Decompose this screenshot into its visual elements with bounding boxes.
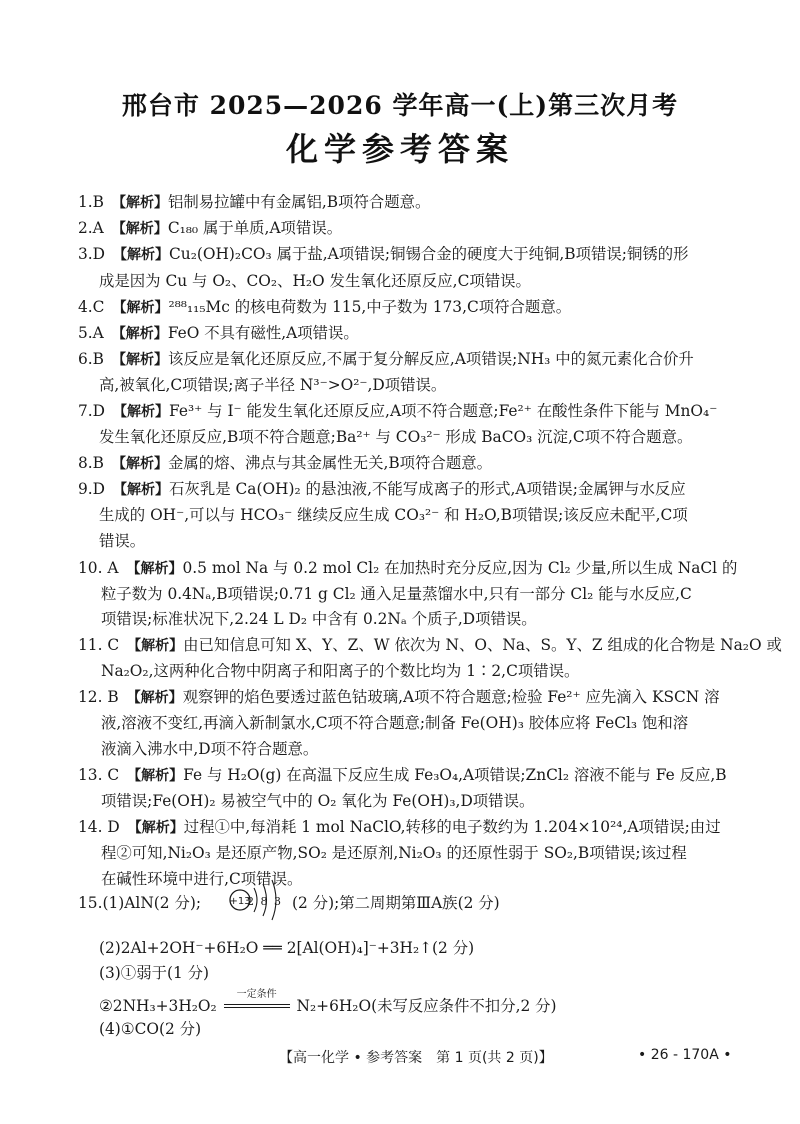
answer-line — [99, 375, 446, 395]
question-number: 2.A — [78, 219, 104, 237]
answer-text: Fe³⁺ 与 I⁻ 能发生氧化还原反应,A项不符合题意;Fe²⁺ 在酸性条件下能与 MnO₄⁻ — [169, 402, 718, 420]
analysis-tag: 【解析】 — [126, 690, 183, 706]
answer-text: 金属的熔、沸点与其金属性无关,B项符合题意。 — [168, 454, 493, 472]
answer-text: 观察钾的焰色要透过蓝色钴玻璃,A项不符合题意;检验 Fe²⁺ 应先滴入 KSCN 溶 — [182, 688, 720, 706]
question-number: 3.D — [78, 245, 106, 263]
answer-text: 粒子数为 0.4Nₐ,B项错误;0.71 g Cl₂ 通入足量蒸馏水中,只有一部分 Cl₂ 能与水反应,C — [101, 585, 692, 603]
question-number: 6.B — [78, 350, 104, 368]
question-number: 13. C — [78, 766, 120, 784]
answer-line — [78, 817, 721, 837]
analysis-tag: 【解析】 — [112, 300, 169, 316]
question-number: 9.D — [78, 480, 106, 498]
reaction-arrow — [222, 989, 292, 1016]
answer-line — [78, 192, 430, 212]
question-number: 8.B — [78, 454, 104, 472]
page-code: • 26 - 170A • — [638, 1047, 732, 1063]
answer-text: 成是因为 Cu 与 O₂、CO₂、H₂O 发生氧化还原反应,C项错误。 — [99, 272, 531, 290]
page-subtitle: 化学参考答案 — [285, 130, 514, 168]
analysis-tag: 【解析】 — [112, 352, 168, 368]
reaction-condition: 一定条件 — [236, 989, 277, 1000]
analysis-tag: 【解析】 — [127, 820, 184, 836]
answer-line — [78, 244, 689, 264]
q15-line-2: (2)2Al+2OH⁻+6H₂O ══ 2[Al(OH)₄]⁻+3H₂↑(2 分) — [99, 939, 475, 957]
analysis-tag: 【解析】 — [113, 247, 170, 263]
analysis-tag: 【解析】 — [127, 638, 184, 654]
analysis-tag: 【解析】 — [111, 221, 168, 237]
answer-text: 在碱性环境中进行,C项错误。 — [101, 870, 303, 888]
q15-line-1b: (2 分);第二周期第ⅢA族(2 分) — [292, 894, 500, 912]
answer-line — [78, 558, 737, 578]
question-number: 5.A — [78, 324, 104, 342]
analysis-tag: 【解析】 — [112, 456, 168, 472]
q15-equation-left: ②2NH₃+3H₂O₂ — [99, 997, 217, 1015]
analysis-tag: 【解析】 — [112, 195, 168, 211]
question-number: 11. C — [78, 636, 120, 654]
answer-text: 液滴入沸水中,D项不符合题意。 — [101, 740, 319, 758]
q15-line-1 — [78, 893, 201, 913]
answer-text: 错误。 — [99, 532, 146, 550]
question-number: 7.D — [78, 402, 106, 420]
answer-line — [101, 791, 534, 811]
q15-line-3: (3)①弱于(1 分) — [99, 964, 210, 982]
answer-line — [101, 739, 318, 759]
answer-text: FeO 不具有磁性,A项错误。 — [167, 324, 359, 342]
answer-text: 程②可知,Ni₂O₃ 是还原产物,SO₂ 是还原剂,Ni₂O₃ 的还原性弱于 SO₂,B项错误;该过程 — [101, 844, 687, 862]
question-number: 14. D — [78, 818, 120, 836]
answer-line — [99, 427, 692, 447]
analysis-tag: 【解析】 — [113, 482, 170, 498]
answer-line — [101, 609, 537, 629]
answer-text: Na₂O₂,这两种化合物中阴离子和阳离子的个数比均为 1∶2,C项错误。 — [101, 662, 580, 680]
q15-line-5: (4)①CO(2 分) — [99, 1020, 202, 1038]
answer-text: Fe 与 H₂O(g) 在高温下反应生成 Fe₃O₄,A项错误;ZnCl₂ 溶液不能与 Fe 反应,B — [183, 766, 727, 784]
answer-text: 高,被氧化,C项错误;离子半径 N³⁻>O²⁻,D项错误。 — [99, 376, 447, 394]
question-number: 12. B — [78, 688, 119, 706]
analysis-tag: 【解析】 — [113, 404, 170, 420]
question-number: 1.B — [78, 193, 104, 211]
answer-line — [78, 479, 686, 499]
answer-text: 0.5 mol Na 与 0.2 mol Cl₂ 在加热时充分反应,因为 Cl₂ 少量,所以生成 NaCl 的 — [182, 559, 738, 577]
answer-text: 过程①中,每消耗 1 mol NaClO,转移的电子数约为 1.204×10²⁴,A项错误;由过 — [183, 818, 721, 836]
atom-structure-diagram — [229, 876, 289, 922]
answer-line — [78, 349, 694, 369]
question-number: 4.C — [78, 298, 105, 316]
answer-text: ²⁸⁸₁₁₅Mc 的核电荷数为 115,中子数为 173,C项符合题意。 — [168, 298, 572, 316]
answer-text: 项错误;标准状况下,2.24 L D₂ 中含有 0.2Nₐ 个质子,D项错误。 — [101, 610, 537, 628]
answer-text: 发生氧化还原反应,B项不符合题意;Ba²⁺ 与 CO₃²⁻ 形成 BaCO₃ 沉淀,C项不符合题意。 — [99, 428, 693, 446]
analysis-tag: 【解析】 — [126, 561, 183, 577]
page-title: 邢台市 2025—2026 学年高一(上)第三次月考 — [121, 91, 679, 120]
atom-electron-shells: 2 8 3 — [247, 895, 281, 908]
answer-text: 项错误;Fe(OH)₂ 易被空气中的 O₂ 氧化为 Fe(OH)₃,D项错误。 — [101, 792, 535, 810]
answer-text: 由已知信息可知 X、Y、Z、W 依次为 N、O、Na、S。Y、Z 组成的化合物是 Na₂O 或 — [183, 636, 782, 654]
answer-line — [99, 271, 531, 291]
answer-text: 该反应是氧化还原反应,不属于复分解反应,A项错误;NH₃ 中的氮元素化合价升 — [168, 350, 694, 368]
answer-text: Cu₂(OH)₂CO₃ 属于盐,A项错误;铜锡合金的硬度大于纯铜,B项错误;铜锈的形 — [169, 245, 689, 263]
page-footer: 【高一化学 • 参考答案 第 1 页(共 2 页)】 — [279, 1050, 553, 1066]
answer-line — [101, 843, 687, 863]
q15-part1-text: 15.(1)AlN(2 分); — [78, 894, 202, 912]
answer-line — [78, 297, 571, 317]
answer-text: 生成的 OH⁻,可以与 HCO₃⁻ 继续反应生成 CO₃²⁻ 和 H₂O,B项错误;该反应未配平,C项 — [99, 506, 688, 524]
q15-line-4 — [99, 989, 557, 1016]
answer-text: C₁₈₀ 属于单质,A项错误。 — [167, 219, 343, 237]
answer-line — [78, 453, 492, 473]
atom-nucleus-charge: +13 — [229, 896, 251, 907]
answer-line — [101, 713, 688, 733]
answer-text: 铝制易拉罐中有金属铝,B项符合题意。 — [168, 193, 431, 211]
answer-line — [78, 635, 782, 655]
answer-line — [101, 661, 579, 681]
q15-equation-right: N₂+6H₂O(未写反应条件不扣分,2 分) — [296, 997, 557, 1015]
answer-text: 液,溶液不变红,再滴入新制氯水,C项不符合题意;制备 Fe(OH)₃ 胶体应将 FeCl₃ 饱和溶 — [101, 714, 689, 732]
answer-line — [78, 323, 359, 343]
answer-line — [78, 687, 720, 707]
analysis-tag: 【解析】 — [127, 768, 184, 784]
answer-text: 石灰乳是 Ca(OH)₂ 的悬浊液,不能写成离子的形式,A项错误;金属钾与水反应 — [169, 480, 686, 498]
answer-line — [78, 401, 717, 421]
answer-line — [99, 531, 145, 551]
answer-line — [101, 584, 692, 604]
analysis-tag: 【解析】 — [111, 326, 168, 342]
question-number: 10. A — [78, 559, 119, 577]
answer-line — [99, 505, 688, 525]
answer-line — [78, 765, 727, 785]
answer-line — [78, 218, 342, 238]
